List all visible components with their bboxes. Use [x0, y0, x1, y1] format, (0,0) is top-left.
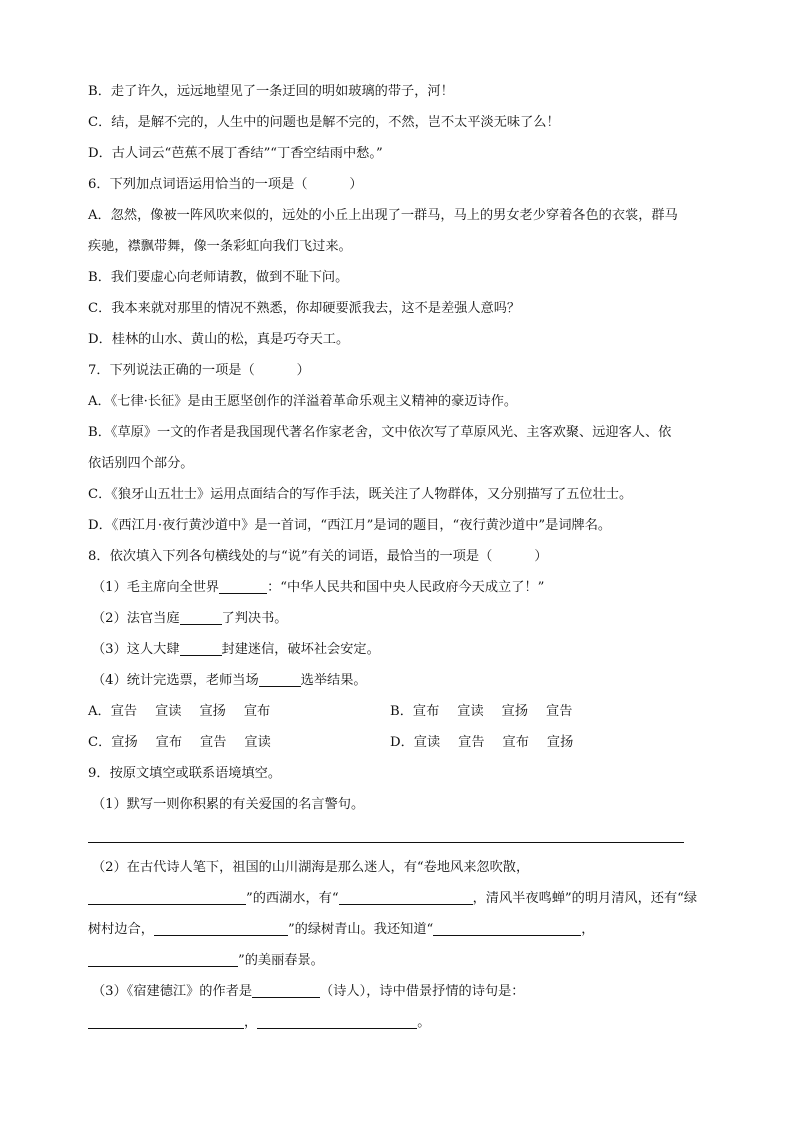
q8-option-a-label: A．: [88, 704, 111, 719]
q8-option-b: [390, 696, 692, 727]
q7-stem-end: ）: [296, 363, 310, 378]
q8-s4-text-end: 选举结果。: [300, 673, 367, 688]
q8-option-c: [88, 727, 390, 758]
q6-option-b: B．我们要虚心向老师请教，做到不耻下问。: [88, 270, 349, 285]
q8-s3-text-end: 封建迷信，破坏社会安定。: [221, 642, 380, 657]
q8-sentence-2: [88, 603, 728, 634]
q9-part-1-answer-line[interactable]: [88, 824, 684, 843]
q8-option-d-label: D．: [390, 735, 414, 750]
q8-s2-blank[interactable]: [180, 606, 222, 625]
q7-option-b-line1: B．《草原》一文的作者是我国现代著名作家老舍，文中依次写了草原风光、主客欢聚、远迎客人、依: [88, 425, 672, 440]
q9-p2-blank-5[interactable]: [88, 948, 238, 967]
q9-p3-blank-poet[interactable]: [252, 979, 320, 998]
q9-p2-text: ”的美丽春景。: [238, 953, 324, 968]
q6-stem-end: ）: [349, 177, 363, 192]
q9-p2-text: ，清风半夜鸣蝉”的明月清风，还有“绿: [472, 891, 698, 906]
q9-p3-blank-1[interactable]: [88, 1010, 244, 1029]
q8-option-b-label: B．: [390, 704, 413, 719]
q9-p2-blank-4[interactable]: [433, 917, 581, 936]
q8-option-d: [390, 727, 692, 758]
q9-p3-text: 。: [417, 1015, 431, 1030]
q9-part-2-line3: [88, 914, 728, 945]
q6-stem-text: 6．下列加点词语运用恰当的一项是（: [88, 177, 308, 192]
q8-option-b-word: 宣布: [412, 704, 440, 719]
q8-s4-text: （4）统计完选票，老师当场: [92, 673, 259, 688]
q9-part-2-line1: （2）在古代诗人笔下，祖国的山川湖海是那么迷人，有“卷地风来忽吹散，: [92, 860, 530, 875]
q8-s4-blank[interactable]: [259, 668, 301, 687]
q6-option-c: C．我本来就对那里的情况不熟悉，你却硬要派我去，这不是差强人意吗？: [88, 301, 521, 316]
q8-s3-text: （3）这人大肆: [92, 642, 180, 657]
q9-p2-text: 树村边合，: [88, 922, 154, 937]
q8-option-a-word: 宣告: [110, 704, 138, 719]
q8-s2-text-end: 了判决书。: [221, 611, 288, 626]
q8-sentence-1: [88, 572, 728, 603]
q8-stem-end: ）: [534, 549, 548, 564]
q5-option-c: C．结，是解不完的，人生中的问题也是解不完的，不然，岂不太平淡无味了么！: [88, 115, 560, 130]
q8-sentence-4: [88, 665, 728, 696]
q8-option-a-word: 宣读: [155, 704, 182, 719]
q7-option-a: A．《七律·长征》是由王愿坚创作的洋溢着革命乐观主义精神的豪迈诗作。: [88, 394, 518, 409]
q8-option-c-word: 宣告: [200, 735, 227, 750]
q9-p2-blank-1[interactable]: [88, 886, 246, 905]
q8-stem: [88, 541, 728, 572]
q9-p2-blank-2[interactable]: [339, 886, 473, 905]
q9-stem: 9．按原文填空或联系语境填空。: [88, 766, 282, 781]
q8-s1-blank[interactable]: [219, 575, 267, 594]
q8-sentence-3: [88, 634, 728, 665]
q8-option-d-word: 宣告: [458, 735, 485, 750]
q6-option-d: D．桂林的山水、黄山的松，真是巧夺天工。: [88, 332, 350, 347]
q5-option-d: D．古人词云“芭蕉不展丁香结”“丁香空结雨中愁。”: [88, 146, 383, 161]
q8-option-d-word: 宣布: [502, 735, 529, 750]
q7-option-c: C．《狼牙山五壮士》运用点面结合的写作手法，既关注了人物群体，又分别描写了五位壮士。: [88, 487, 633, 502]
q8-option-b-word: 宣读: [457, 704, 484, 719]
q8-option-c-word: 宣布: [155, 735, 183, 750]
q8-s2-text: （2）法官当庭: [92, 611, 180, 626]
q8-options-row-2: [88, 727, 728, 758]
q6-option-a-line1: A．忽然，像被一阵风吹来似的，远处的小丘上出现了一群马，马上的男女老少穿着各色的衣裳，群马: [88, 208, 678, 223]
q6-option-a-line2: 疾驰，襟飘带舞，像一条彩虹向我们飞过来。: [88, 239, 352, 254]
q8-option-a: [88, 696, 390, 727]
q8-option-d-word: 宣读: [413, 735, 441, 750]
q9-part-2-line2: [88, 883, 728, 914]
q8-option-c-word: 宣扬: [111, 735, 138, 750]
q9-p3-text: （诗人），诗中借景抒情的诗句是：: [320, 984, 525, 999]
q9-p3-text: （3）《宿建德江》的作者是: [92, 984, 253, 999]
q9-part-2-line4: [88, 945, 728, 976]
q7-stem-text: 7．下列说法正确的一项是（: [88, 363, 255, 378]
exam-page: [88, 76, 728, 1038]
q9-p2-text: ，: [581, 922, 595, 937]
q9-part-3-line2: [88, 1007, 728, 1038]
q8-s3-blank[interactable]: [180, 637, 222, 656]
q9-p2-text: ”的绿树青山。我还知道“: [287, 922, 434, 937]
q8-option-d-word: 宣扬: [546, 735, 574, 750]
q8-option-a-word: 宣布: [243, 704, 271, 719]
q9-p3-text: ，: [244, 1015, 258, 1030]
q9-p3-blank-2[interactable]: [257, 1010, 417, 1029]
q9-p2-text: ”的西湖水，有“: [246, 891, 339, 906]
q7-option-d: D．《西江月·夜行黄沙道中》是一首词，“西江月”是词的题目，“夜行黄沙道中”是词牌名。: [88, 518, 612, 533]
q7-stem: [88, 355, 728, 386]
q8-s1-text-end: ：“中华人民共和国中央人民政府今天成立了！”: [267, 580, 545, 595]
q5-option-b: B．走了许久，远远地望见了一条迂回的明如玻璃的带子，河！: [88, 84, 454, 99]
q9-part-3-line1: [88, 976, 728, 1007]
q8-s1-text: （1）毛主席向全世界: [92, 580, 220, 595]
q9-part-1: （1）默写一则你积累的有关爱国的名言警句。: [92, 797, 365, 812]
q8-option-c-word: 宣读: [244, 735, 271, 750]
q8-option-b-word: 宣告: [546, 704, 573, 719]
q7-option-b-line2: 依话别四个部分。: [88, 456, 194, 471]
q8-option-a-word: 宣扬: [199, 704, 226, 719]
q9-p2-blank-3[interactable]: [154, 917, 288, 936]
q6-stem: [88, 169, 728, 200]
q8-stem-text: 8．依次填入下列各句横线处的与“说”有关的词语，最恰当的一项是（: [88, 549, 493, 564]
q8-options-row-1: [88, 696, 728, 727]
q8-option-c-label: C．: [88, 735, 112, 750]
q8-option-b-word: 宣扬: [501, 704, 529, 719]
